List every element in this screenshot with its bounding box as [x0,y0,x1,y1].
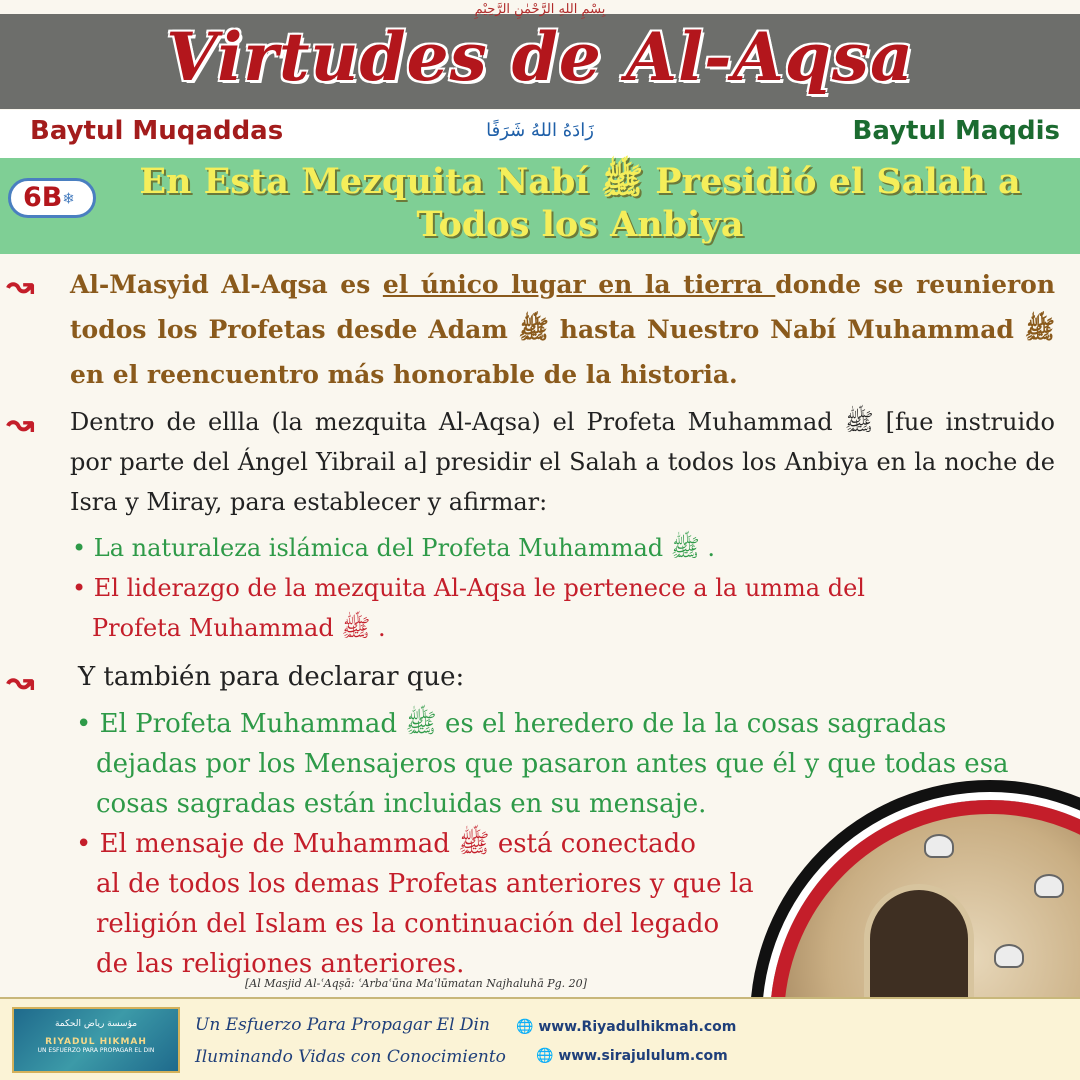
point-2: Dentro de ellla (la mezquita Al-Aqsa) el Profeta Muhammad ﷺ [fue instruido por parte del Ángel Yibrail a] presidir el Salah a todos los Anbiya en la noche de Isra y Miray, para establecer y afirmar: [70,408,1055,516]
section-heading [100,160,1060,246]
bullet-item: • La naturaleza islámica del Profeta Muhammad ﷺ . [72,534,716,562]
label-baytul-maqdis: Baytul Maqdis [852,116,1060,146]
globe-icon: 🌐 [516,1019,534,1035]
bullet-item-cont: de las religiones anteriores. [96,949,465,979]
section-number: 6B [23,182,63,213]
footer [0,997,1080,1080]
label-baytul-muqaddas: Baytul Muqaddas [30,116,284,146]
point-2-bullets [72,528,972,648]
subtitle-row [0,110,1080,158]
heading-line-1: En Esta Mezquita Nabí ﷺ Presidió el Salah a [139,161,1021,202]
bullet-item-cont: Profeta Muhammad ﷺ . [92,614,386,642]
bullet-item: • El mensaje de Muhammad ﷺ está conectado [76,829,696,859]
website-link-2[interactable] [536,1048,728,1064]
slogan-2: Iluminando Vidas con Conocimiento [195,1047,506,1067]
point-1-text-end: donde se reunieron todos los Profetas desde Adam ﷺ hasta Nuestro Nabí Muhammad ﷺ en el reencuentro más honorable de la historia. [70,270,1055,389]
logo-name: RIYADUL HIKMAH [45,1037,147,1047]
bullet-item-cont: dejadas por los Mensajeros que pasaron antes que él y que todas esa [96,749,1009,779]
website-1-text: www.Riyadulhikmah.com [538,1019,737,1035]
section-badge [8,178,96,218]
snowflake-icon: ❄ [62,189,75,208]
citation: [Al Masjid Al-ʿAqṣā: ʿArbaʿūna Maʿlūmatan Najhaluhā Pg. 20] [245,977,587,990]
bullet-item-cont: religión del Islam es la continuación del legado [96,909,720,939]
point-1-underlined: el único lugar en la tierra [382,270,776,299]
logo-arabic: مؤسسة رياض الحكمة [54,1019,138,1029]
logo-tagline: UN ESFUERZO PARA PROPAGAR EL DIN [37,1047,155,1054]
arrow-bullet-icon: ↝ [6,266,35,306]
point-3: Y también para declarar que: [78,662,465,692]
heading-line-2: Todos los Anbiya [416,204,744,245]
bismillah-text: بِسْمِ اللهِ الرَّحْمٰنِ الرَّحِيْمِ [474,2,606,17]
bullet-item-cont: al de todos los demas Profetas anteriores y que la [96,869,754,899]
bullet-item: • El liderazgo de la mezquita Al-Aqsa le pertenece a la umma del [72,574,865,602]
lamp-icon [1034,874,1064,898]
website-2-text: www.sirajululum.com [558,1048,728,1064]
bullet-item-cont: cosas sagradas están incluidas en su mensaje. [96,789,707,819]
point-1 [70,262,1055,397]
page-title: Virtudes de Al-Aqsa [166,18,914,96]
website-link-1[interactable] [516,1019,736,1035]
bullet-item: • El Profeta Muhammad ﷺ es el heredero de la la cosas sagradas [76,709,947,739]
point-3-bullets [76,704,1009,984]
slogan-1: Un Esfuerzo Para Propagar El Din [195,1015,490,1035]
riyadul-hikmah-logo [12,1007,180,1073]
arabic-honorific: زَادَهُ اللهُ شَرَفًا [486,120,594,141]
globe-icon: 🌐 [536,1048,554,1064]
arrow-bullet-icon: ↝ [6,404,35,444]
arrow-bullet-icon: ↝ [6,662,35,702]
point-1-text: Al-Masyid Al-Aqsa es [70,270,383,299]
